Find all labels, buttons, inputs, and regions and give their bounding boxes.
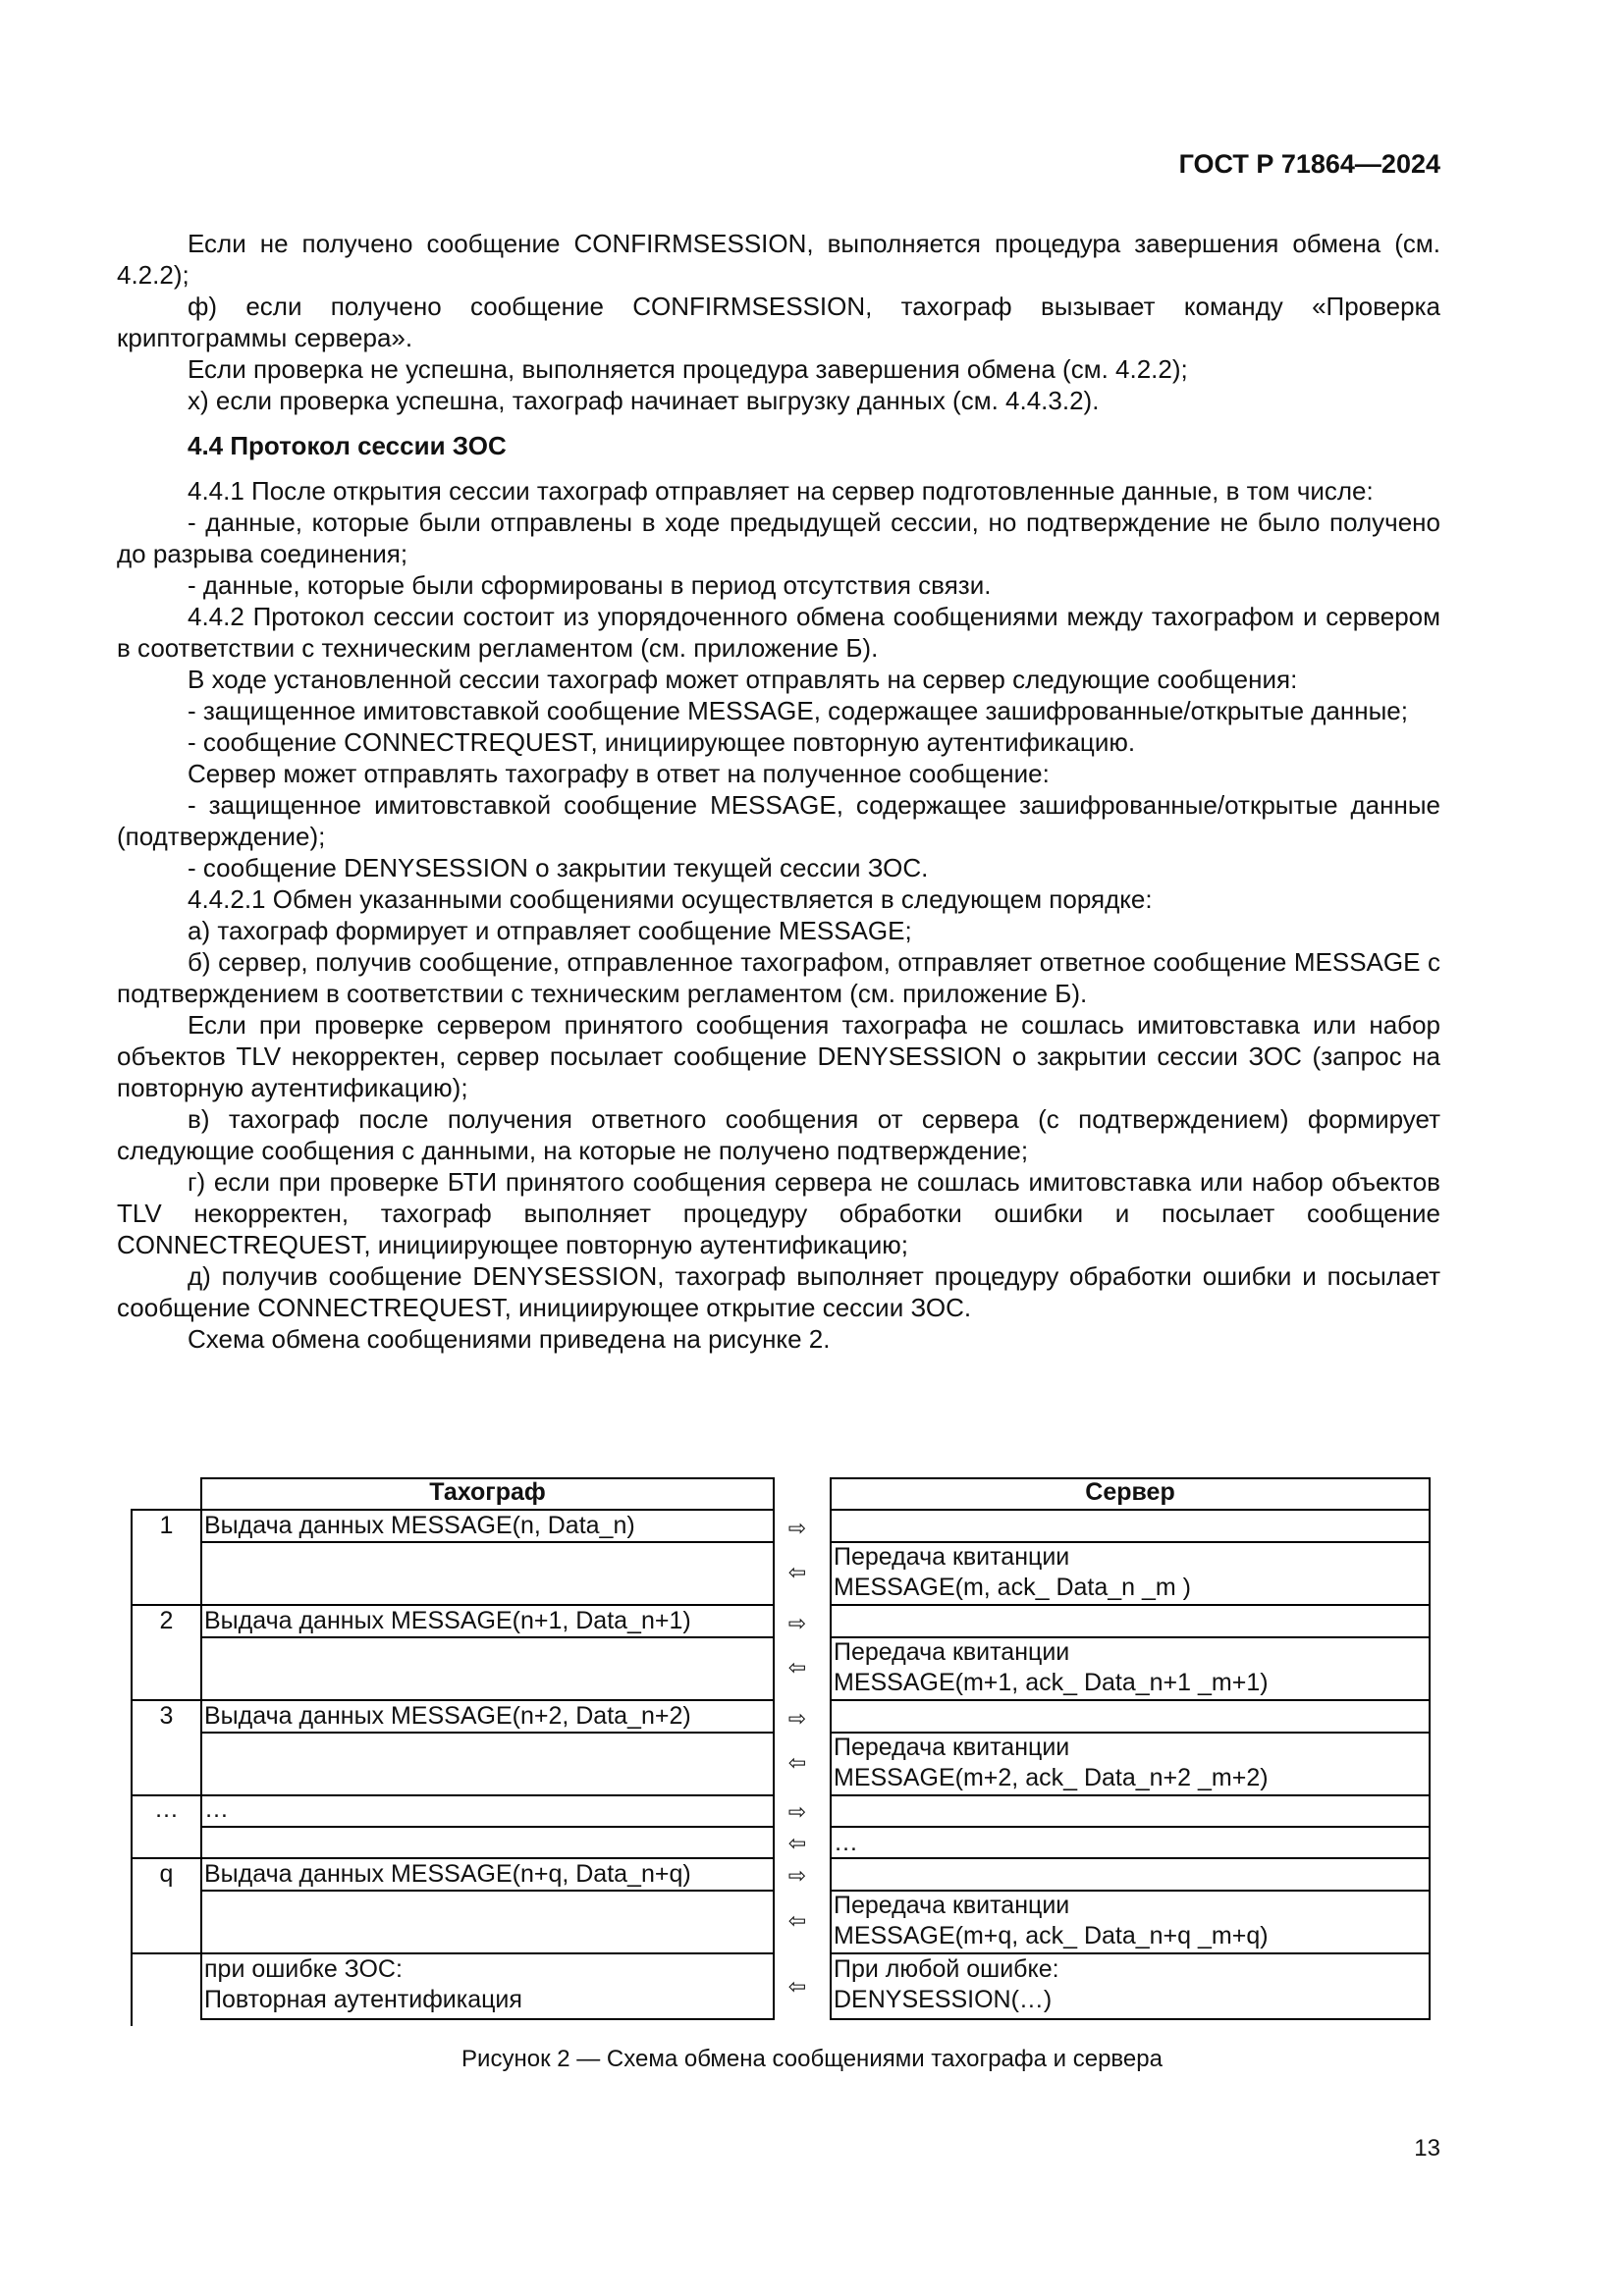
arrow-right-icon: ⇨: [787, 1706, 807, 1731]
tach-error-line: Повторная аутентификация: [204, 1986, 522, 2013]
srv-row-line: [830, 1509, 1431, 1511]
list-item: б) сервер, получив сообщение, отправленное тахографом, отправляет ответное сообщение MESSAGE с подтверждением в соответствии с техническим регламентом (см. приложение Б).: [117, 947, 1440, 1008]
server-error-line: DENYSESSION(…): [834, 1986, 1053, 2013]
paragraph: х) если проверка успешна, тахограф начинает выгрузку данных (см. 4.4.3.2).: [188, 386, 1100, 415]
row-number: 3: [159, 1702, 174, 1730]
paragraph: Сервер может отправлять тахографу в ответ на полученное сообщение:: [188, 759, 1050, 788]
server-cell-line: Передача квитанции: [834, 1638, 1070, 1666]
server-cell-line: MESSAGE(m+1, ack_ Data_n+1 _m+1): [834, 1669, 1269, 1696]
tach-sub-line: [200, 1541, 775, 1543]
paragraph: Если не получено сообщение CONFIRMSESSION, выполняется процедура завершения обмена (см. 4.2.2);: [117, 229, 1440, 290]
list-item: а) тахограф формирует и отправляет сообщение MESSAGE;: [188, 916, 912, 945]
paragraph: 4.4.2.1 Обмен указанными сообщениями осуществляется в следующем порядке:: [188, 884, 1153, 914]
arrow-left-icon: ⇦: [787, 1560, 807, 1584]
row-number: 2: [159, 1607, 174, 1634]
tach-bottom-line: [200, 2018, 775, 2020]
srv-right-line: [1429, 1477, 1431, 2020]
tach-sub-line: [200, 1636, 775, 1638]
figure-caption: Рисунок 2 — Схема обмена сообщениями тахографа и сервера: [461, 2046, 1163, 2072]
server-cell-line: MESSAGE(m, ack_ Data_n _m ): [834, 1574, 1192, 1601]
arrow-left-icon: ⇦: [787, 1750, 807, 1775]
server-cell: [834, 1891, 1427, 1951]
server-error-line: При любой ошибке:: [834, 1955, 1059, 1983]
paragraph: Схема обмена сообщениями приведена на рисунке 2.: [188, 1324, 831, 1354]
arrow-left-icon: ⇦: [787, 1908, 807, 1933]
paragraph: 4.4.1 После открытия сессии тахограф отправляет на сервер подготовленные данные, в том числе:: [188, 476, 1374, 506]
tach-error-line: при ошибке ЗОС:: [204, 1955, 403, 1983]
tach-cell: …: [204, 1795, 229, 1823]
srv-row-line: [830, 1794, 1431, 1796]
arrow-left-icon: ⇦: [787, 1831, 807, 1855]
section-heading: 4.4 Протокол сессии ЗОС: [188, 431, 507, 460]
list-item: - защищенное имитовставкой сообщение MESSAGE, содержащее зашифрованные/открытые данные (подтверждение);: [117, 790, 1440, 851]
server-cell-line: MESSAGE(m+q, ack_ Data_n+q _m+q): [834, 1922, 1269, 1949]
list-item: - данные, которые были отправлены в ходе предыдущей сессии, но подтверждение не было получено до разрыва соединения;: [117, 507, 1440, 568]
paragraph: В ходе установленной сессии тахограф может отправлять на сервер следующие сообщения:: [188, 665, 1298, 694]
list-item: - данные, которые были сформированы в период отсутствия связи.: [188, 570, 992, 600]
arrow-left-icon: ⇦: [787, 1974, 807, 1999]
tach-cell: Выдача данных MESSAGE(n, Data_n): [204, 1512, 635, 1539]
list-item: - защищенное имитовставкой сообщение MESSAGE, содержащее зашифрованные/открытые данные;: [188, 696, 1408, 725]
paragraph: Если проверка не успешна, выполняется процедура завершения обмена (см. 4.2.2);: [188, 354, 1188, 384]
server-cell: [834, 1542, 1427, 1603]
server-cell-line: Передача квитанции: [834, 1543, 1070, 1571]
server-cell-line: Передача квитанции: [834, 1892, 1070, 1919]
body-text: [117, 228, 1440, 1355]
tach-sub-line: [200, 1890, 775, 1892]
list-item: в) тахограф после получения ответного сообщения от сервера (с подтверждением) формирует следующие сообщения с данными, на которые не получено подтверждение;: [117, 1104, 1440, 1165]
srv-row-line: [830, 1604, 1431, 1606]
list-item: г) если при проверке БТИ принятого сообщения сервера не сошлась имитовставка или набор объектов TLV некорректен, тахограф выполняет процедуру обработки ошибки и посылает сообщение CONNECTREQUEST, инициирующее повторную аутентификацию;: [117, 1167, 1440, 1259]
server-cell: …: [834, 1829, 858, 1856]
tach-sub-line: [200, 1732, 775, 1734]
row-number: q: [159, 1860, 174, 1888]
arrow-right-icon: ⇨: [787, 1863, 807, 1888]
list-item: - сообщение CONNECTREQUEST, инициирующее повторную аутентификацию.: [188, 727, 1136, 757]
tach-inner-vline: [200, 1477, 202, 2020]
tach-cell: Выдача данных MESSAGE(n+1, Data_n+1): [204, 1607, 691, 1634]
srv-bottom-line: [830, 2018, 1431, 2020]
srv-row-line: [830, 1699, 1431, 1701]
paragraph: Если при проверке сервером принятого сообщения тахографа не сошлась имитовставка или набор объектов TLV некорректен, сервер посылает сообщение DENYSESSION о закрытии сессии ЗОС (запрос на повторную аутентификацию);: [117, 1010, 1440, 1102]
server-cell-line: Передача квитанции: [834, 1734, 1070, 1761]
server-cell-line: MESSAGE(m+2, ack_ Data_n+2 _m+2): [834, 1764, 1269, 1791]
tach-right-line: [773, 1477, 775, 2020]
server-header: Сервер: [1085, 1478, 1175, 1506]
page-number: 13: [1414, 2135, 1440, 2162]
document-header: ГОСТ Р 71864—2024: [1178, 149, 1440, 179]
list-item: д) получив сообщение DENYSESSION, тахограф выполняет процедуру обработки ошибки и посылает сообщение CONNECTREQUEST, инициирующее открытие сессии ЗОС.: [117, 1261, 1440, 1322]
tach-cell: Выдача данных MESSAGE(n+2, Data_n+2): [204, 1702, 691, 1730]
server-cell: [834, 1637, 1427, 1698]
tachograph-header: Тахограф: [429, 1478, 546, 1506]
arrow-right-icon: ⇨: [787, 1799, 807, 1824]
arrow-right-icon: ⇨: [787, 1516, 807, 1540]
list-item: - сообщение DENYSESSION о закрытии текущей сессии ЗОС.: [188, 853, 929, 882]
arrow-right-icon: ⇨: [787, 1611, 807, 1635]
row-number: …: [154, 1795, 179, 1823]
server-cell: [834, 1733, 1427, 1793]
srv-left-line: [830, 1477, 832, 2020]
tach-left-line: [131, 1509, 133, 2026]
tach-cell: Выдача данных MESSAGE(n+q, Data_n+q): [204, 1860, 691, 1888]
row-number: 1: [159, 1512, 174, 1539]
tach-error-cell: [204, 1954, 772, 2015]
paragraph: 4.4.2 Протокол сессии состоит из упорядоченного обмена сообщениями между тахографом и сервером в соответствии с техническим регламентом (см. приложение Б).: [117, 602, 1440, 663]
paragraph: ф) если получено сообщение CONFIRMSESSION, тахограф вызывает команду «Проверка криптограммы сервера».: [117, 292, 1440, 352]
tach-sub-line: [200, 1826, 775, 1828]
arrow-left-icon: ⇦: [787, 1655, 807, 1680]
server-error-cell: [834, 1954, 1427, 2015]
